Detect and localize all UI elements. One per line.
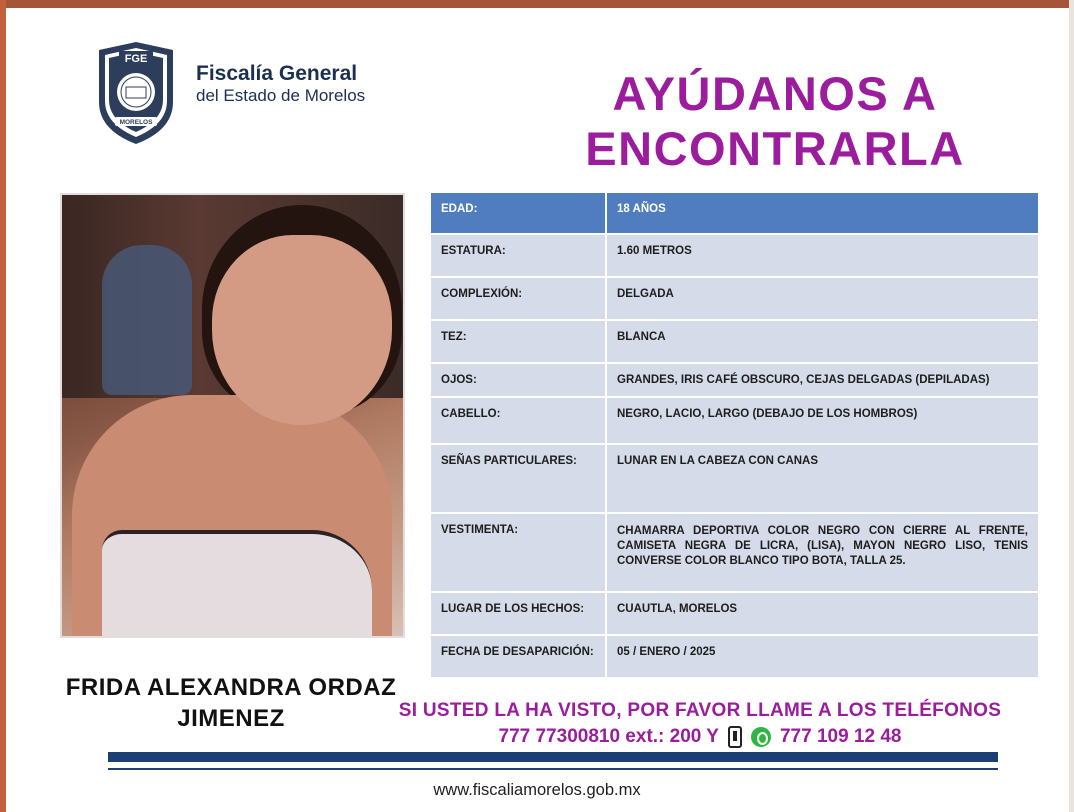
footer-divider-thin xyxy=(108,768,998,770)
details-value: DELGADA xyxy=(607,278,1038,319)
name-line2: JIMENEZ xyxy=(177,705,285,732)
details-value: BLANCA xyxy=(607,321,1038,362)
frame-left-border xyxy=(0,0,6,812)
frame-right-border xyxy=(1069,0,1074,812)
logo-badge-text: FGE xyxy=(124,53,148,65)
details-row-height xyxy=(431,235,1038,276)
details-value: GRANDES, IRIS CAFÉ OBSCURO, CEJAS DELGADAS (DEPILADAS) xyxy=(607,364,1038,396)
contact-call-to-action xyxy=(380,700,1020,751)
missing-person-photo xyxy=(60,193,405,638)
details-value: 18 AÑOS xyxy=(607,193,1038,233)
details-row-age xyxy=(431,193,1038,233)
cta-text: SI USTED LA HA VISTO, POR FAVOR LLAME A LOS TELÉFONOS xyxy=(398,700,1002,721)
details-label: LUGAR DE LOS HECHOS: xyxy=(431,593,607,634)
details-label: ESTATURA: xyxy=(431,235,607,276)
phone-number-whatsapp[interactable]: 777 109 12 48 xyxy=(779,726,902,747)
name-line1: FRIDA ALEXANDRA ORDAZ xyxy=(65,674,397,701)
website-link[interactable]: www.fiscaliamorelos.gob.mx xyxy=(433,781,641,799)
phone-number-main[interactable]: 777 77300810 ext.: 200 Y xyxy=(498,726,719,747)
details-row-clothing xyxy=(431,514,1038,591)
organization-name xyxy=(196,62,365,106)
org-name-line1: Fiscalía General xyxy=(196,62,358,85)
details-label: OJOS: xyxy=(431,364,607,396)
details-row-date xyxy=(431,636,1038,677)
details-value: NEGRO, LACIO, LARGO (DEBAJO DE LOS HOMBROS) xyxy=(607,398,1038,443)
missing-person-name xyxy=(56,672,406,734)
whatsapp-icon xyxy=(751,727,771,747)
details-value: CHAMARRA DEPORTIVA COLOR NEGRO CON CIERRE AL FRENTE, CAMISETA NEGRA DE LICRA, (LISA), MAYON NEGRO LISO, TENIS CONVERSE COLOR BLANCO TIPO BOTA, TALLA 25. xyxy=(607,514,1038,591)
details-value: CUAUTLA, MORELOS xyxy=(607,593,1038,634)
headline-line1: AYÚDANOS A xyxy=(612,67,938,120)
details-label: CABELLO: xyxy=(431,398,607,443)
details-label: FECHA DE DESAPARICIÓN: xyxy=(431,636,607,677)
mobile-phone-icon xyxy=(728,726,742,748)
details-label: TEZ: xyxy=(431,321,607,362)
details-label: EDAD: xyxy=(431,193,607,233)
headline-line2: ENCONTRARLA xyxy=(585,122,965,175)
fge-shield-logo xyxy=(95,40,177,146)
details-label: VESTIMENTA: xyxy=(431,514,607,591)
details-row-eyes xyxy=(431,364,1038,396)
person-details-table xyxy=(431,191,1038,679)
org-name-line2: del Estado de Morelos xyxy=(196,86,366,105)
details-row-location xyxy=(431,593,1038,634)
details-label: SEÑAS PARTICULARES: xyxy=(431,445,607,512)
headline xyxy=(520,66,1030,176)
details-row-hair xyxy=(431,398,1038,443)
details-label: COMPLEXIÓN: xyxy=(431,278,607,319)
frame-top-border xyxy=(0,0,1074,8)
logo-state-text: MORELOS xyxy=(119,119,153,126)
details-row-distinguishing-marks xyxy=(431,445,1038,512)
details-value: 05 / ENERO / 2025 xyxy=(607,636,1038,677)
footer-divider-thick xyxy=(108,752,998,762)
details-value: LUNAR EN LA CABEZA CON CANAS xyxy=(607,445,1038,512)
details-row-build xyxy=(431,278,1038,319)
phone-line xyxy=(380,723,1020,751)
details-value: 1.60 METROS xyxy=(607,235,1038,276)
details-row-complexion xyxy=(431,321,1038,362)
